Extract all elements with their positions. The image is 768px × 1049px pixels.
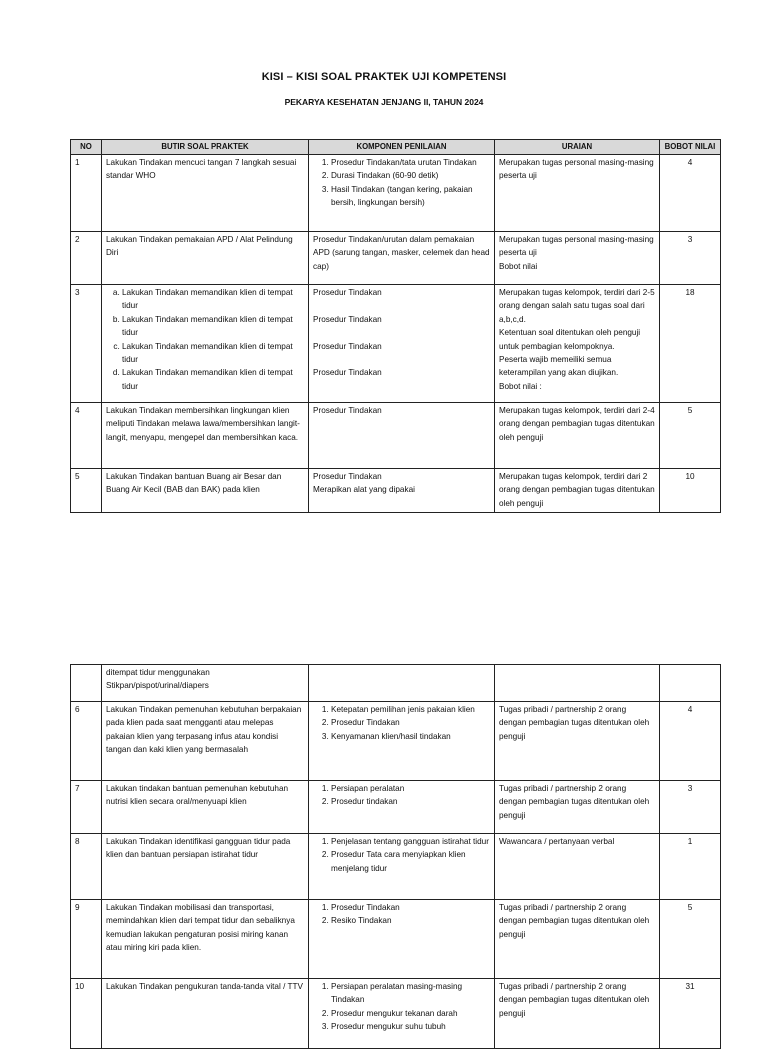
cell-bobot <box>660 665 721 702</box>
competency-table-continued <box>70 664 721 1049</box>
cell-uraian: Wawancara / pertanyaan verbal <box>495 834 660 900</box>
komponen-line: Prosedur Tindakan <box>313 472 382 481</box>
list-item: a. Lakukan Tindakan memandikan klien di tempat tidur <box>122 286 304 313</box>
cell-komponen <box>309 702 495 781</box>
header-komponen: KOMPONEN PENILAIAN <box>309 140 495 155</box>
cell-bobot: 5 <box>660 403 721 469</box>
cell-uraian <box>495 285 660 403</box>
cell-bobot: 3 <box>660 232 721 285</box>
header-butir: BUTIR SOAL PRAKTEK <box>102 140 309 155</box>
cell-butir: Lakukan Tindakan bantuan Buang air Besar dan Buang Air Kecil (BAB dan BAK) pada klien <box>102 469 309 513</box>
uraian-line: Bobot nilai <box>499 261 538 271</box>
cell-butir: Lakukan Tindakan mobilisasi dan transportasi, memindahkan klien dari tempat tidur dan sebaliknya kemudian lakukan pengaturan posisi miring kanan atau miring kiri pada klien. <box>102 900 309 979</box>
list-item: 2. Prosedur tindakan <box>331 795 490 808</box>
document-title: KISI – KISI SOAL PRAKTEK UJI KOMPETENSI <box>261 71 507 83</box>
list-item: 3. Hasil Tindakan (tangan kering, pakaian bersih, lingkungan bersih) <box>331 183 490 210</box>
table-row <box>71 155 721 232</box>
list-item: 2. Prosedur mengukur tekanan darah <box>331 1007 490 1020</box>
komponen-line: Prosedur Tindakan <box>313 288 382 297</box>
cell-butir: Lakukan Tindakan pengukuran tanda-tanda vital / TTV <box>102 979 309 1049</box>
list-item: b. Lakukan Tindakan memandikan klien di tempat tidur <box>122 313 304 340</box>
cell-komponen <box>309 155 495 232</box>
komponen-list <box>313 156 490 210</box>
cell-bobot: 5 <box>660 900 721 979</box>
table-row <box>71 665 721 702</box>
list-item: d. Lakukan Tindakan memandikan klien di tempat tidur <box>122 366 304 393</box>
komponen-list <box>313 782 490 809</box>
cell-bobot: 10 <box>660 469 721 513</box>
cell-komponen: Prosedur Tindakan/urutan dalam pemakaian APD (sarung tangan, masker, celemek dan head cap) <box>309 232 495 285</box>
header-uraian: URAIAN <box>495 140 660 155</box>
cell-uraian: Merupakan tugas kelompok, terdiri dari 2 orang dengan pembagian tugas ditentukan oleh penguji <box>495 469 660 513</box>
cell-komponen <box>309 781 495 834</box>
cell-komponen <box>309 900 495 979</box>
cell-no: 10 <box>71 979 102 1049</box>
uraian-line: Peserta wajib memeiliki semua keterampilan yang akan diujikan. <box>499 355 619 378</box>
komponen-list <box>313 980 490 1034</box>
komponen-line: Prosedur Tindakan <box>313 368 382 378</box>
cell-butir: Lakukan Tindakan identifikasi gangguan tidur pada klien dan bantuan persiapan istirahat tidur <box>102 834 309 900</box>
cell-no: 9 <box>71 900 102 979</box>
cell-bobot: 3 <box>660 781 721 834</box>
butir-list <box>106 286 304 393</box>
uraian-line: Merupakan tugas kelompok, terdiri dari 2-5 orang dengan salah satu tugas soal dari a,b,c,d. <box>499 288 655 324</box>
list-item: 2. Prosedur Tindakan <box>331 716 490 729</box>
cell-butir: Lakukan Tindakan pemenuhan kebutuhan berpakaian pada klien pada saat mengganti atau melepas pakaian klien yang terpasang infus atau kondisi tangan dan kaki klien yang bermasalah <box>102 702 309 781</box>
cell-bobot: 4 <box>660 155 721 232</box>
list-item: 1. Prosedur Tindakan <box>331 901 490 914</box>
cell-butir: Lakukan Tindakan membersihkan lingkungan klien meliputi Tindakan melawa lawa/membersihkan langit-langit, menyapu, mengepel dan membersihkan kaca. <box>102 403 309 469</box>
list-item: 2. Prosedur Tata cara menyiapkan klien menjelang tidur <box>331 848 490 875</box>
list-item: 1. Persiapan peralatan masing-masing Tindakan <box>331 980 490 1007</box>
cell-komponen <box>309 979 495 1049</box>
header-bobot: BOBOT NILAI <box>660 140 721 155</box>
cell-uraian: Merupakan tugas personal masing-masing peserta uji <box>495 155 660 232</box>
uraian-line: Ketentuan soal ditentukan oleh penguji untuk pembagian kelompoknya. <box>499 328 641 351</box>
cell-no: 3 <box>71 285 102 403</box>
cell-komponen <box>309 665 495 702</box>
komponen-line: Merapikan alat yang dipakai <box>313 485 415 495</box>
cell-uraian: Merupakan tugas kelompok, terdiri dari 2-4 orang dengan pembagian tugas ditentukan oleh penguji <box>495 403 660 469</box>
list-item: 2. Durasi Tindakan (60-90 detik) <box>331 169 490 182</box>
list-item: 2. Resiko Tindakan <box>331 914 490 927</box>
cell-no: 2 <box>71 232 102 285</box>
komponen-list <box>313 835 490 875</box>
list-item: 1. Persiapan peralatan <box>331 782 490 795</box>
komponen-line: Prosedur Tindakan <box>313 341 382 351</box>
cell-komponen <box>309 285 495 403</box>
table-header-row <box>71 140 721 155</box>
table-row <box>71 900 721 979</box>
list-item: 1. Ketepatan pemilihan jenis pakaian klien <box>331 703 490 716</box>
list-item: 3. Kenyamanan klien/hasil tindakan <box>331 730 490 743</box>
cell-komponen <box>309 834 495 900</box>
cell-uraian <box>495 665 660 702</box>
cell-bobot: 1 <box>660 834 721 900</box>
list-item: c. Lakukan Tindakan memandikan klien di tempat tidur <box>122 340 304 367</box>
cell-no: 7 <box>71 781 102 834</box>
cell-butir: Lakukan Tindakan pemakaian APD / Alat Pelindung Diri <box>102 232 309 285</box>
header-no: NO <box>71 140 102 155</box>
cell-komponen <box>309 469 495 513</box>
cell-uraian: Tugas pribadi / partnership 2 orang dengan pembagian tugas ditentukan oleh penguji <box>495 702 660 781</box>
cell-butir: Lakukan tindakan bantuan pemenuhan kebutuhan nutrisi klien secara oral/menyuapi klien <box>102 781 309 834</box>
cell-no: 6 <box>71 702 102 781</box>
cell-butir: Lakukan Tindakan mencuci tangan 7 langkah sesuai standar WHO <box>102 155 309 232</box>
list-item: 3. Prosedur mengukur suhu tubuh <box>331 1020 490 1033</box>
cell-bobot: 31 <box>660 979 721 1049</box>
komponen-list <box>313 901 490 928</box>
cell-bobot: 4 <box>660 702 721 781</box>
cell-no: 4 <box>71 403 102 469</box>
cell-no: 8 <box>71 834 102 900</box>
document-subtitle: PEKARYA KESEHATAN JENJANG II, TAHUN 2024 <box>284 97 484 107</box>
uraian-line: Bobot nilai : <box>499 381 542 391</box>
competency-table <box>70 139 721 513</box>
cell-butir: ditempat tidur menggunakan Stikpan/pispot/urinal/diapers <box>102 665 309 702</box>
table-row <box>71 469 721 513</box>
cell-uraian: Tugas pribadi / partnership 2 orang dengan pembagian tugas ditentukan oleh penguji <box>495 900 660 979</box>
list-item: 1. Prosedur Tindakan/tata urutan Tindakan <box>331 156 490 169</box>
komponen-list <box>313 703 490 743</box>
cell-komponen: Prosedur Tindakan <box>309 403 495 469</box>
komponen-line: Prosedur Tindakan <box>313 314 382 324</box>
table-row <box>71 285 721 403</box>
list-item: 1. Penjelasan tentang gangguan istirahat tidur <box>331 835 490 848</box>
cell-no: 1 <box>71 155 102 232</box>
table-row <box>71 834 721 900</box>
cell-no <box>71 665 102 702</box>
cell-no: 5 <box>71 469 102 513</box>
cell-uraian: Tugas pribadi / partnership 2 orang dengan pembagian tugas ditentukan oleh penguji <box>495 781 660 834</box>
table-row <box>71 702 721 781</box>
cell-butir <box>102 285 309 403</box>
uraian-line: Merupakan tugas personal masing-masing peserta uji <box>499 235 654 258</box>
cell-bobot: 18 <box>660 285 721 403</box>
table-row <box>71 979 721 1049</box>
cell-uraian: Tugas pribadi / partnership 2 orang dengan pembagian tugas ditentukan oleh penguji <box>495 979 660 1049</box>
table-row <box>71 781 721 834</box>
table-row <box>71 403 721 469</box>
table-row <box>71 232 721 285</box>
cell-uraian <box>495 232 660 285</box>
